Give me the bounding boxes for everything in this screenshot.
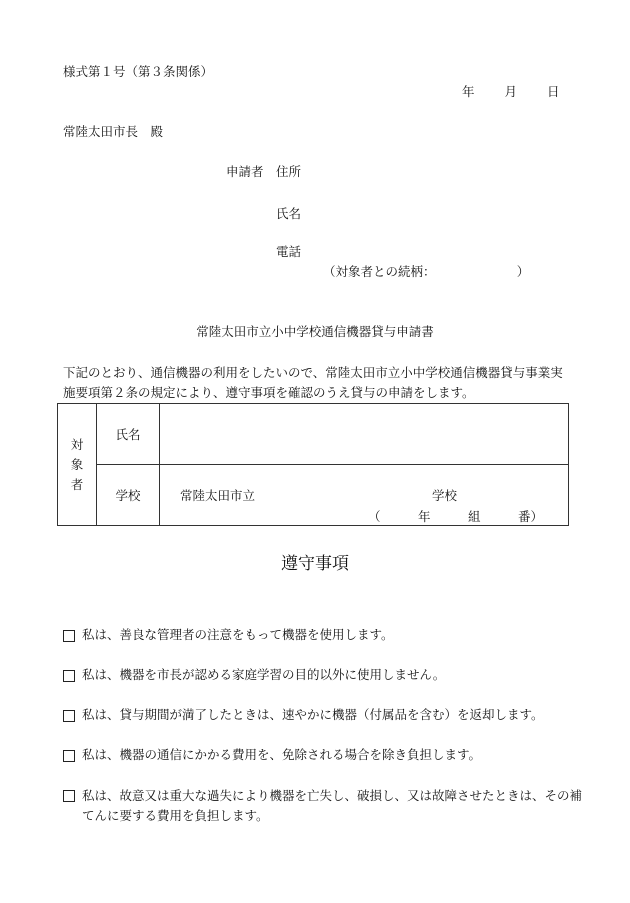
- class-line: （ 年 組 番）: [368, 509, 544, 524]
- rule-item: [63, 786, 582, 826]
- target-name-field[interactable]: [160, 404, 569, 465]
- applicant-label: 申請者: [226, 164, 264, 179]
- date-day-label: 日: [547, 84, 560, 99]
- school-prefix: 常陸太田市立: [180, 488, 256, 503]
- target-row-header-text: 対象者: [70, 436, 84, 492]
- rule-text: 私は、機器を市長が認める家庭学習の目的以外に使用しません。: [82, 667, 446, 682]
- rule-item: [63, 666, 582, 684]
- address-label: 住所: [276, 164, 302, 179]
- rule-item: [63, 746, 582, 764]
- intro-paragraph: 下記のとおり、通信機器の利用をしたいので、常陸太田市立小中学校通信機器貸与事業実施要項第２条の規定により、遵守事項を確認のうえ貸与の申請をします。: [63, 365, 563, 400]
- rule-text: 私は、善良な管理者の注意をもって機器を使用します。: [82, 627, 394, 642]
- target-row-header: [58, 404, 97, 526]
- school-suffix: 学校: [432, 488, 458, 503]
- rule-checkbox[interactable]: [63, 670, 75, 682]
- target-name-label: 氏名: [97, 404, 160, 465]
- rule-text: 私は、故意又は重大な過失により機器を亡失し、破損し、又は故障させたときは、その補てんに要する費用を負担します。: [82, 788, 583, 823]
- applicant-name-label: 氏名: [276, 206, 302, 221]
- target-school-field[interactable]: [160, 465, 569, 526]
- rule-text: 私は、貸与期間が満了したときは、速やかに機器（付属品を含む）を返却します。: [82, 707, 544, 722]
- date-line: [462, 84, 560, 100]
- rule-item: [63, 706, 582, 724]
- phone-label: 電話: [276, 244, 302, 259]
- rule-text: 私は、機器の通信にかかる費用を、免除される場合を除き負担します。: [82, 747, 482, 762]
- date-month-label: 月: [504, 84, 518, 99]
- relation-line: （対象者との続柄： ）: [323, 264, 530, 279]
- rule-checkbox[interactable]: [63, 710, 75, 722]
- form-number: 様式第１号（第３条関係）: [63, 64, 214, 79]
- rule-checkbox[interactable]: [63, 630, 75, 642]
- document-title: 常陸太田市立小中学校通信機器貸与申請書: [196, 324, 434, 339]
- rule-checkbox[interactable]: [63, 750, 75, 762]
- addressee: 常陸太田市長 殿: [63, 124, 164, 139]
- date-year-label: 年: [462, 84, 475, 99]
- target-table: [57, 403, 569, 526]
- rule-item: [63, 626, 582, 644]
- target-school-label: 学校: [97, 465, 160, 526]
- rule-checkbox[interactable]: [63, 790, 75, 802]
- rules-heading: 遵守事項: [281, 554, 349, 574]
